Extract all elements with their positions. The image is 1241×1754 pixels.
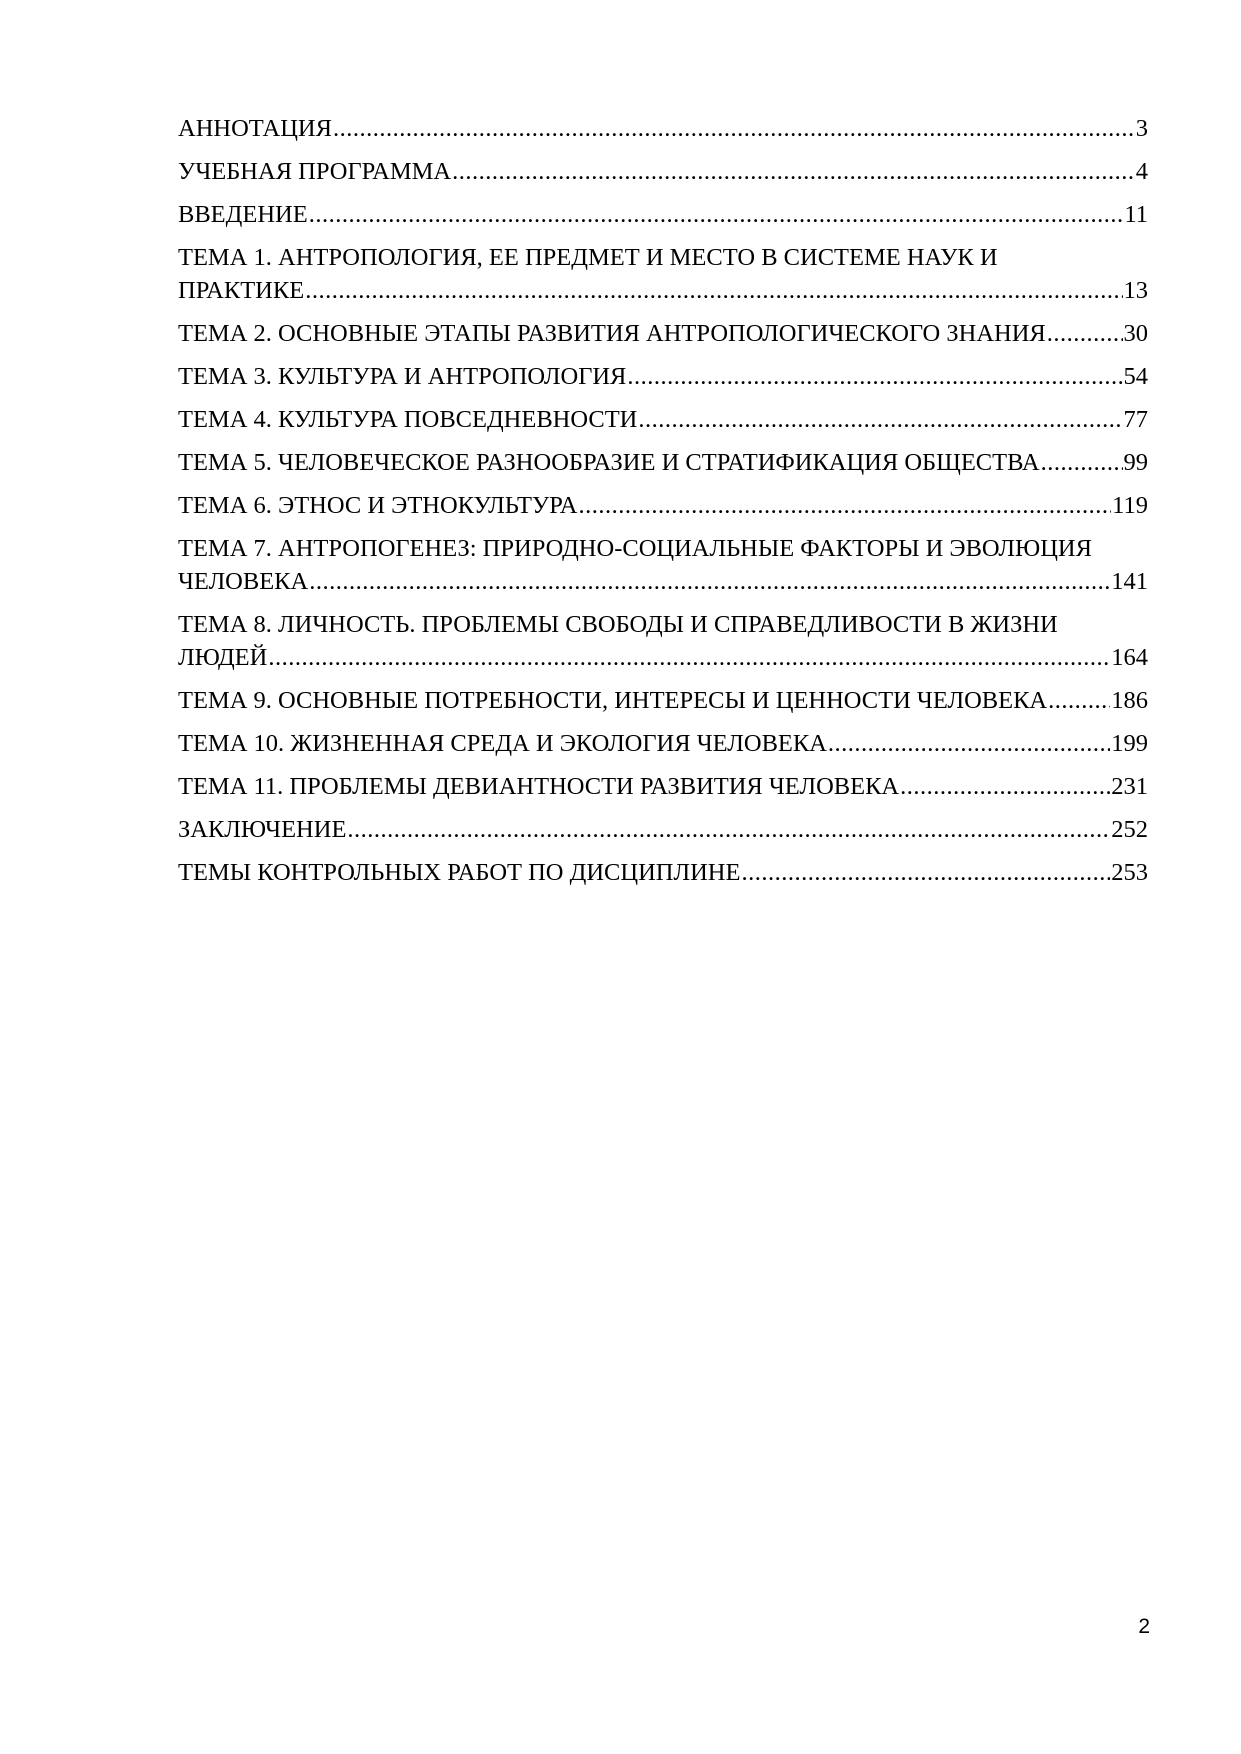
toc-entry-topic-3[interactable] bbox=[178, 360, 1148, 393]
toc-dot-leader bbox=[828, 727, 1110, 760]
toc-entry-page: 164 bbox=[1111, 644, 1148, 671]
toc-dot-leader bbox=[741, 856, 1110, 889]
toc-entry-topic-7[interactable] bbox=[178, 532, 1148, 598]
toc-entry-title: ПРАКТИКЕ bbox=[178, 277, 305, 304]
toc-dot-leader bbox=[578, 489, 1111, 522]
toc-entry-page: 186 bbox=[1111, 687, 1148, 714]
toc-entry-title: ТЕМА 2. ОСНОВНЫЕ ЭТАПЫ РАЗВИТИЯ АНТРОПОЛОГИЧЕСКОГО ЗНАНИЯ bbox=[178, 320, 1046, 347]
toc-entry-topic-9[interactable] bbox=[178, 684, 1148, 717]
toc-entry-annotation[interactable] bbox=[178, 112, 1148, 145]
toc-entry-conclusion[interactable] bbox=[178, 813, 1148, 846]
toc-entry-topic-4[interactable] bbox=[178, 403, 1148, 436]
toc-entry-test-topics[interactable] bbox=[178, 856, 1148, 889]
toc-entry-page: 54 bbox=[1123, 363, 1148, 390]
toc-entry-title: ЛЮДЕЙ bbox=[178, 644, 268, 671]
toc-entry-title-line1: ТЕМА 7. АНТРОПОГЕНЕЗ: ПРИРОДНО-СОЦИАЛЬНЫЕ ФАКТОРЫ И ЭВОЛЮЦИЯ bbox=[178, 535, 1092, 562]
toc-entry-title: ТЕМЫ КОНТРОЛЬНЫХ РАБОТ ПО ДИСЦИПЛИНЕ bbox=[178, 859, 741, 886]
toc-entry-title: ТЕМА 6. ЭТНОС И ЭТНОКУЛЬТУРА bbox=[178, 492, 578, 519]
toc-entry-title: ТЕМА 5. ЧЕЛОВЕЧЕСКОЕ РАЗНООБРАЗИЕ И СТРАТИФИКАЦИЯ ОБЩЕСТВА bbox=[178, 449, 1040, 476]
toc-entry-topic-10[interactable] bbox=[178, 727, 1148, 760]
toc-entry-page: 253 bbox=[1111, 859, 1148, 886]
toc-entry-title: ТЕМА 4. КУЛЬТУРА ПОВСЕДНЕВНОСТИ bbox=[178, 406, 638, 433]
toc-entry-title: ВВЕДЕНИЕ bbox=[178, 201, 308, 228]
toc-entry-title: ТЕМА 10. ЖИЗНЕННАЯ СРЕДА И ЭКОЛОГИЯ ЧЕЛОВЕКА bbox=[178, 730, 827, 757]
toc-dot-leader bbox=[309, 565, 1110, 598]
page-number: 2 bbox=[1138, 1615, 1150, 1638]
toc-entry-page: 30 bbox=[1123, 320, 1148, 347]
toc-dot-leader bbox=[900, 770, 1110, 803]
toc-dot-leader bbox=[309, 198, 1124, 231]
toc-entry-page: 141 bbox=[1111, 568, 1148, 595]
toc-entry-page: 231 bbox=[1111, 773, 1148, 800]
toc-entry-page: 13 bbox=[1123, 277, 1148, 304]
toc-dot-leader bbox=[452, 155, 1135, 188]
toc-entry-page: 99 bbox=[1123, 449, 1148, 476]
table-of-contents bbox=[178, 112, 1148, 899]
toc-entry-topic-5[interactable] bbox=[178, 446, 1148, 479]
toc-dot-leader bbox=[627, 360, 1122, 393]
toc-dot-leader bbox=[638, 403, 1122, 436]
toc-entry-title: ТЕМА 3. КУЛЬТУРА И АНТРОПОЛОГИЯ bbox=[178, 363, 627, 390]
toc-entry-title: ЗАКЛЮЧЕНИЕ bbox=[178, 816, 347, 843]
toc-entry-title-line1: ТЕМА 8. ЛИЧНОСТЬ. ПРОБЛЕМЫ СВОБОДЫ И СПРАВЕДЛИВОСТИ В ЖИЗНИ bbox=[178, 611, 1058, 638]
toc-entry-topic-11[interactable] bbox=[178, 770, 1148, 803]
toc-entry-title: УЧЕБНАЯ ПРОГРАММА bbox=[178, 158, 452, 185]
toc-dot-leader bbox=[1041, 446, 1123, 479]
toc-entry-topic-2[interactable] bbox=[178, 317, 1148, 350]
toc-dot-leader bbox=[305, 274, 1122, 307]
toc-entry-page: 199 bbox=[1111, 730, 1148, 757]
toc-dot-leader bbox=[333, 112, 1135, 145]
toc-entry-title: АННОТАЦИЯ bbox=[178, 115, 332, 142]
toc-entry-introduction[interactable] bbox=[178, 198, 1148, 231]
toc-entry-page: 77 bbox=[1123, 406, 1148, 433]
toc-entry-topic-8[interactable] bbox=[178, 608, 1148, 674]
toc-entry-curriculum[interactable] bbox=[178, 155, 1148, 188]
toc-entry-topic-6[interactable] bbox=[178, 489, 1148, 522]
toc-entry-title: ТЕМА 9. ОСНОВНЫЕ ПОТРЕБНОСТИ, ИНТЕРЕСЫ И ЦЕННОСТИ ЧЕЛОВЕКА bbox=[178, 687, 1048, 714]
toc-entry-title: ТЕМА 11. ПРОБЛЕМЫ ДЕВИАНТНОСТИ РАЗВИТИЯ ЧЕЛОВЕКА bbox=[178, 773, 900, 800]
toc-entry-page: 11 bbox=[1124, 201, 1148, 228]
toc-entry-topic-1[interactable] bbox=[178, 241, 1148, 307]
toc-entry-page: 3 bbox=[1135, 115, 1148, 142]
toc-dot-leader bbox=[347, 813, 1110, 846]
toc-entry-page: 252 bbox=[1111, 816, 1148, 843]
toc-dot-leader bbox=[268, 641, 1110, 674]
toc-dot-leader bbox=[1048, 684, 1110, 717]
toc-entry-page: 4 bbox=[1135, 158, 1148, 185]
toc-entry-page: 119 bbox=[1112, 492, 1148, 519]
toc-entry-title-line1: ТЕМА 1. АНТРОПОЛОГИЯ, ЕЕ ПРЕДМЕТ И МЕСТО В СИСТЕМЕ НАУК И bbox=[178, 244, 998, 271]
toc-dot-leader bbox=[1047, 317, 1123, 350]
toc-entry-title: ЧЕЛОВЕКА bbox=[178, 568, 309, 595]
